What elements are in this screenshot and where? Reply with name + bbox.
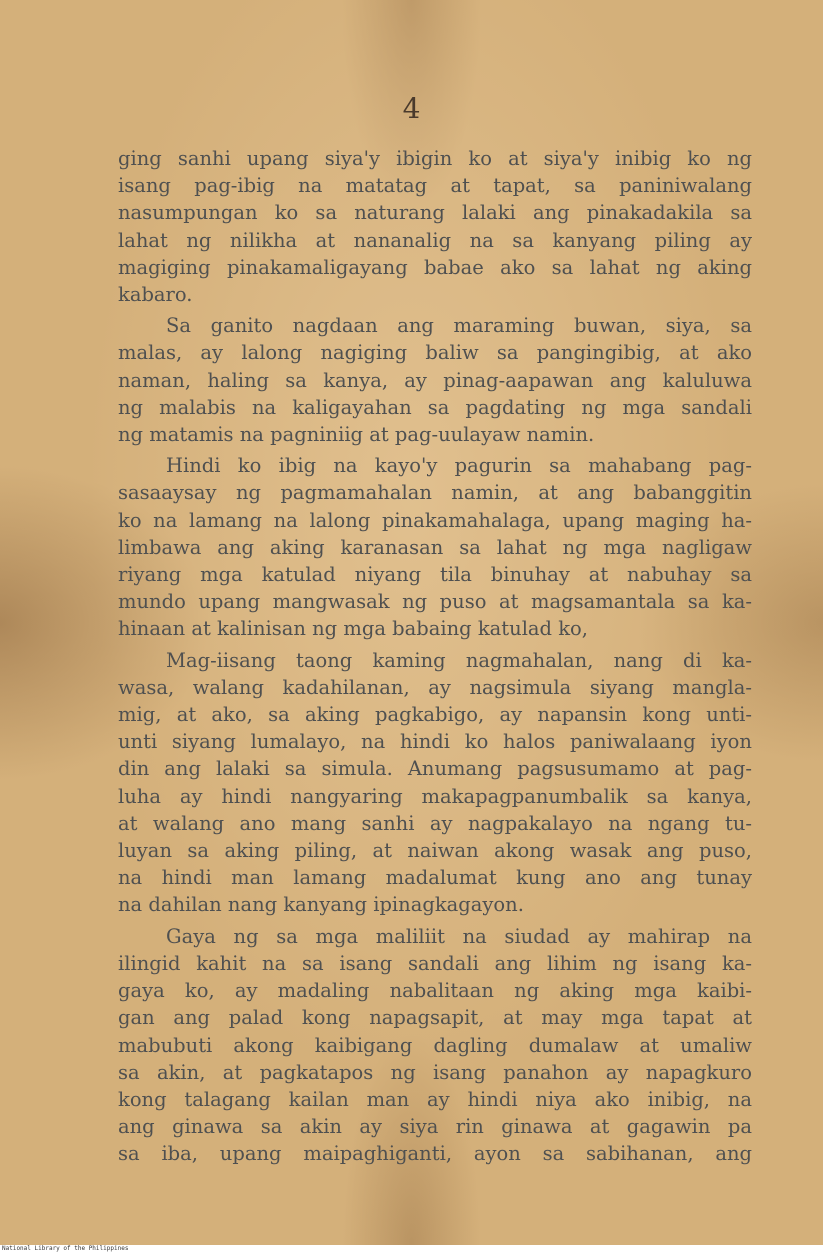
- text-line: ng matamis na pagniniig at pag-uulayaw namin.: [118, 423, 595, 447]
- text-line: ang ginawa sa akin ay siya rin ginawa at gagawin pa: [118, 1115, 752, 1139]
- text-line: magiging pinakamaligayang babae ako sa lahat ng aking: [118, 255, 752, 279]
- text-line: kabaro.: [118, 283, 193, 307]
- text-line: limbawa ang aking karanasan sa lahat ng mga nagligaw: [118, 535, 752, 559]
- paragraph-4: [118, 647, 752, 919]
- text-line: ng malabis na kaligayahan sa pagdating ng mga sandali: [118, 395, 752, 419]
- text-line: Mag-iisang taong kaming nagmahalan, nang di ka-: [166, 648, 752, 672]
- text-line: unti siyang lumalayo, na hindi ko halos paniwalaang iyon: [118, 730, 752, 754]
- text-line: nasumpungan ko sa naturang lalaki ang pinakadakila sa: [118, 201, 752, 225]
- paragraph-2: [118, 312, 752, 448]
- text-line: din ang lalaki sa simula. Anumang pagsusumamo at pag-: [118, 757, 752, 781]
- text-line: isang pag-ibig na matatag at tapat, sa paniniwalang: [118, 174, 752, 198]
- text-line: ko na lamang na lalong pinakamahalaga, upang maging ha-: [118, 508, 752, 532]
- text-line: gaya ko, ay madaling nabalitaan ng aking mga kaibi-: [118, 979, 752, 1003]
- text-line: mundo upang mangwasak ng puso at magsamantala sa ka-: [118, 590, 752, 614]
- paragraph-5: [118, 923, 752, 1168]
- text-line: sa iba, upang maipaghiganti, ayon sa sabihanan, ang: [118, 1142, 752, 1166]
- text-line: riyang mga katulad niyang tila binuhay at nabuhay sa: [118, 563, 752, 587]
- text-line: luyan sa aking piling, at naiwan akong wasak ang puso,: [118, 839, 752, 863]
- text-line: Hindi ko ibig na kayo'y pagurin sa mahabang pag-: [166, 454, 752, 478]
- paragraph-3: [118, 452, 752, 642]
- text-line: na hindi man lamang madalumat kung ano ang tunay: [118, 866, 752, 890]
- text-line: na dahilan nang kanyang ipinagkagayon.: [118, 893, 524, 917]
- paragraph-1: [118, 145, 752, 308]
- text-line: kong talagang kailan man ay hindi niya ako inibig, na: [118, 1087, 752, 1111]
- text-line: Sa ganito nagdaan ang maraming buwan, siya, sa: [166, 314, 752, 338]
- text-line: naman, haling sa kanya, ay pinag-aapawan ang kaluluwa: [118, 368, 752, 392]
- text-line: mig, at ako, sa aking pagkabigo, ay napansin kong unti-: [118, 703, 752, 727]
- text-line: at walang ano mang sanhi ay nagpakalayo na ngang tu-: [118, 811, 752, 835]
- page-number: 4: [402, 92, 421, 125]
- text-line: malas, ay lalong nagiging baliw sa pangingibig, at ako: [118, 341, 752, 365]
- library-credit: National Library of the Philippines: [0, 1245, 823, 1253]
- text-line: gan ang palad kong napagsapit, at may mga tapat at: [118, 1006, 752, 1030]
- body-text: [118, 145, 752, 1172]
- text-line: ging sanhi upang siya'y ibigin ko at siya'y inibig ko ng: [118, 147, 752, 170]
- text-line: sasaaysay ng pagmamahalan namin, at ang babanggitin: [118, 481, 752, 505]
- text-line: Gaya ng sa mga maliliit na siudad ay mahirap na: [166, 924, 752, 948]
- text-line: mabubuti akong kaibigang dagling dumalaw at umaliw: [118, 1033, 752, 1057]
- text-line: wasa, walang kadahilanan, ay nagsimula siyang mangla-: [118, 675, 752, 699]
- text-line: lahat ng nilikha at nananalig na sa kanyang piling ay: [118, 228, 752, 252]
- text-line: sa akin, at pagkatapos ng isang panahon ay napagkuro: [118, 1060, 752, 1084]
- text-line: hinaan at kalinisan ng mga babaing katulad ko,: [118, 617, 588, 641]
- text-line: ilingid kahit na sa isang sandali ang lihim ng isang ka-: [118, 951, 752, 975]
- text-line: luha ay hindi nangyaring makapagpanumbalik sa kanya,: [118, 784, 752, 808]
